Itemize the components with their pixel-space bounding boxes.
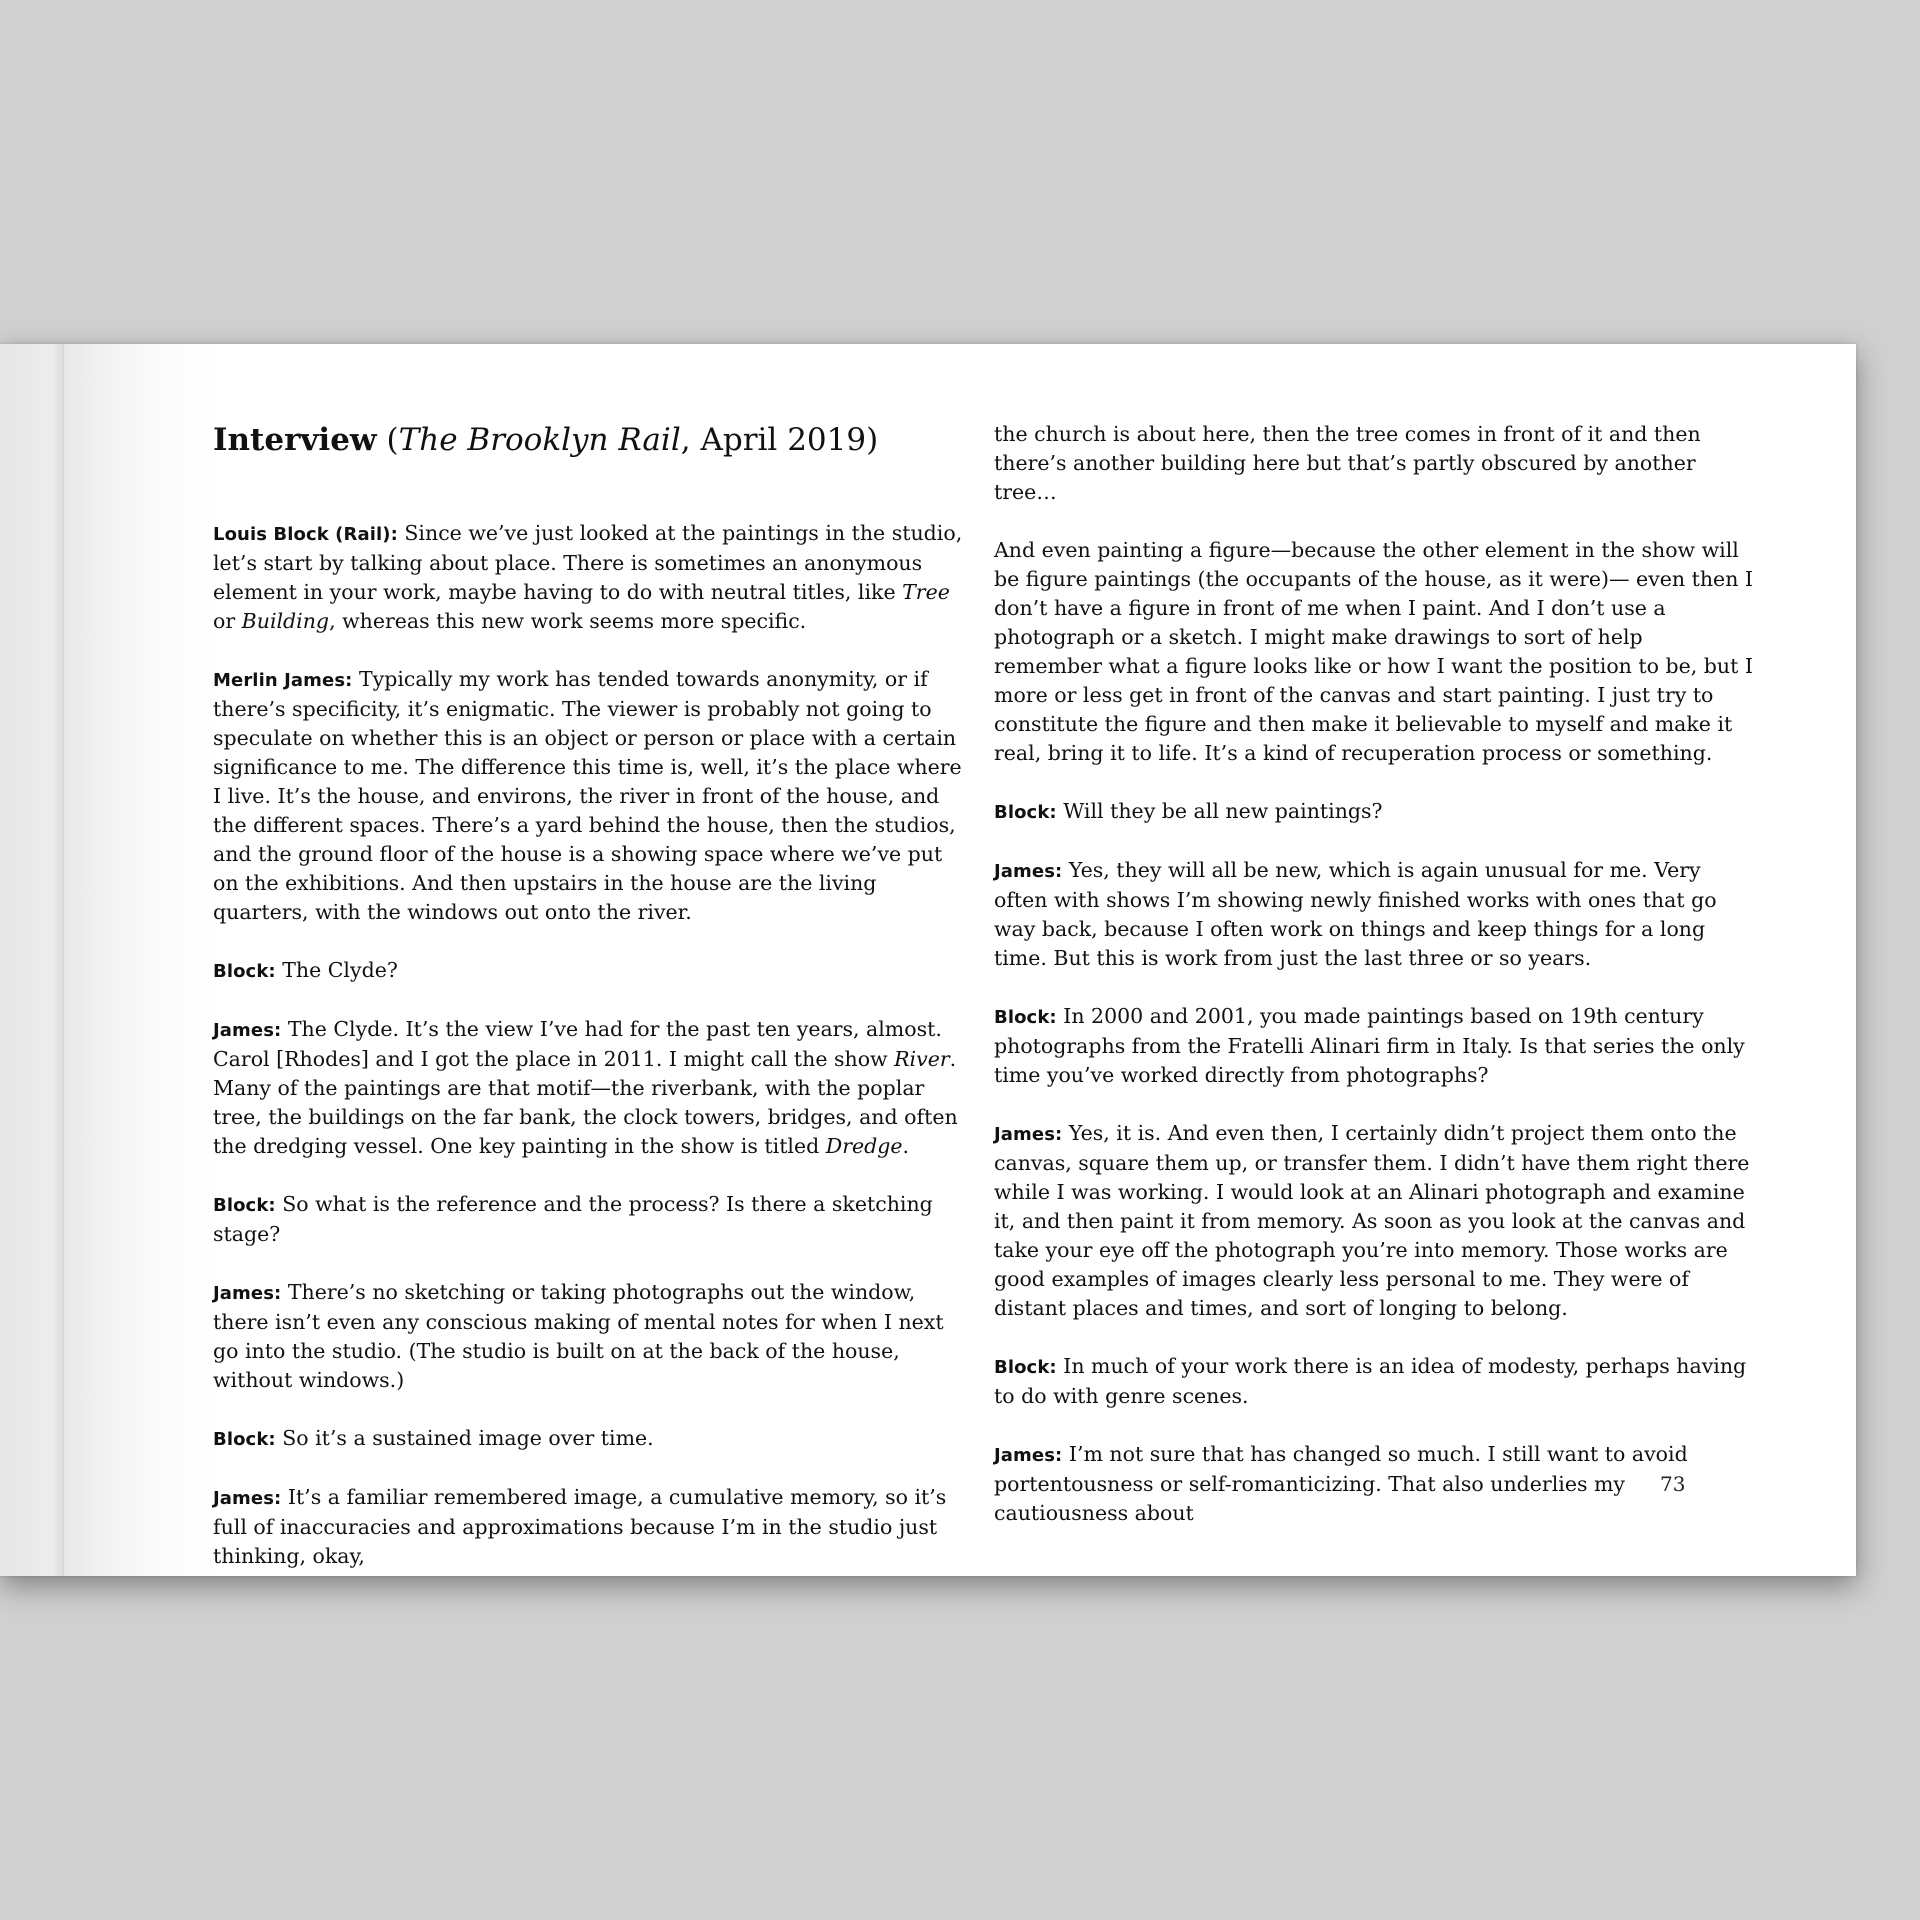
paragraph [213, 1015, 973, 1161]
speaker-label: James: [994, 1124, 1063, 1145]
book-spine-shadow [0, 344, 220, 1576]
paragraph-text: And even painting a figure—because the other element in the show will be figure paintings (the occupants of the house, as it were)— even then I don’t have a figure in front of me when I paint. And I don’t use a photograph or a sketch. I might make drawings to sort of help remember what a figure looks like or how I want the position to be, but I more or less get in front of the canvas and start painting. I just try to constitute the figure and then make it believable to myself and make it real, bring it to life. It’s a kind of recuperation process or something. [994, 538, 1754, 765]
speaker-label: Block: [213, 961, 276, 982]
speaker-label: Block: [994, 1007, 1057, 1028]
spine-fold-line [62, 344, 64, 1576]
paragraph [213, 519, 973, 636]
paragraph-text: Yes, they will all be new, which is again unusual for me. Very often with shows I’m showing newly finished works with ones that go way back, because I often work on things and keep things for a long time. But this is work from just the last three or so years. [994, 858, 1717, 970]
title-date: , April 2019) [680, 422, 879, 458]
speaker-label: James: [994, 1445, 1063, 1466]
paragraph-text: or [213, 609, 242, 633]
paragraph [994, 536, 1754, 768]
speaker-label: Block: [994, 1357, 1057, 1378]
paragraph-text: The Clyde? [275, 958, 398, 982]
paragraph-text: Typically my work has tended towards anonymity, or if there’s specificity, it’s enigmatic. The viewer is probably not going to speculate on whether this is an object or person or place with a certain significance to me. The difference this time is, well, it’s the place where I live. It’s the house, and environs, the river in front of the house, and the different spaces. There’s a yard behind the house, then the studios, and the ground floor of the house is a showing space where we’ve put on the exhibitions. And then upstairs in the house are the living quarters, with the windows out onto the river. [213, 667, 962, 924]
paragraph-text: The Clyde. It’s the view I’ve had for the past ten years, almost. Carol [Rhodes] and I got the place in 2011. I might call the show [213, 1017, 942, 1071]
paragraph-text: . [902, 1134, 910, 1158]
title-publication: The Brooklyn Rail [398, 422, 681, 458]
paragraph-text: , whereas this new work seems more specific. [329, 609, 807, 633]
paragraph [994, 1002, 1754, 1090]
paragraph [994, 856, 1754, 973]
paragraph-text: Since we’ve just looked at the paintings in the studio, let’s start by talking about place. There is sometimes an anonymous element in your work, maybe having to do with neutral titles, like [213, 521, 963, 604]
paragraph [213, 1483, 973, 1571]
title-bold: Interview [213, 422, 377, 458]
title-open-paren: ( [376, 422, 399, 458]
paragraph [213, 1424, 973, 1454]
book-page [0, 344, 1856, 1576]
paragraph-text: Yes, it is. And even then, I certainly didn’t project them onto the canvas, square them up, or transfer them. I didn’t have them right there while I was working. I would look at an Alinari photograph and examine it, and then paint it from memory. As soon as you look at the canvas and take your eye off the photograph you’re into memory. Those works are good examples of images clearly less personal to me. They were of distant places and times, and sort of longing to belong. [994, 1121, 1750, 1320]
italic-title: Building [241, 609, 330, 633]
speaker-label: James: [213, 1020, 282, 1041]
paragraph [213, 956, 973, 986]
paragraph [213, 1190, 973, 1249]
paragraph [994, 797, 1754, 827]
speaker-label: James: [994, 861, 1063, 882]
speaker-label: Block: [213, 1195, 276, 1216]
paragraph-text: There’s no sketching or taking photographs out the window, there isn’t even any conscious making of mental notes for when I next go into the studio. (The studio is built on at the back of the house, without windows.) [213, 1280, 944, 1392]
page-number: 73 [1660, 1472, 1686, 1496]
paragraph-text: It’s a familiar remembered image, a cumulative memory, so it’s full of inaccuracies and approximations because I’m in the studio just thinking, okay, [213, 1485, 947, 1568]
italic-title: Dredge [825, 1134, 903, 1158]
page-title [213, 420, 973, 460]
speaker-label: Merlin James: [213, 670, 353, 691]
paragraph-text: Will they be all new paintings? [1056, 799, 1383, 823]
paragraph-text: the church is about here, then the tree comes in front of it and then there’s another building here but that’s partly obscured by another tree… [994, 422, 1701, 504]
paragraph [994, 1352, 1754, 1411]
paragraph-text: I’m not sure that has changed so much. I still want to avoid portentousness or self-romanticizing. That also underlies my cautiousness about [994, 1442, 1688, 1525]
paragraph [994, 420, 1754, 507]
paragraph-text: In 2000 and 2001, you made paintings based on 19th century photographs from the Fratelli Alinari firm in Italy. Is that series the only time you’ve worked directly from photographs? [994, 1004, 1745, 1087]
italic-title: Tree [902, 580, 950, 604]
left-column [213, 420, 973, 1600]
paragraph [213, 665, 973, 927]
paragraph-text: So it’s a sustained image over time. [275, 1426, 654, 1450]
speaker-label: James: [213, 1283, 282, 1304]
speaker-label: James: [213, 1488, 282, 1509]
right-column [994, 420, 1754, 1557]
paragraph-text: So what is the reference and the process? Is there a sketching stage? [213, 1192, 933, 1246]
speaker-label: Block: [213, 1429, 276, 1450]
italic-title: River [894, 1047, 950, 1071]
speaker-label: Block: [994, 802, 1057, 823]
paragraph [994, 1119, 1754, 1323]
paragraph [994, 1440, 1754, 1528]
paragraph-text: In much of your work there is an idea of modesty, perhaps having to do with genre scenes. [994, 1354, 1747, 1408]
paragraph [213, 1278, 973, 1395]
paragraph-text: . Many of the paintings are that motif—the riverbank, with the poplar tree, the buildings on the far bank, the clock towers, bridges, and often the dredging vessel. One key painting in the show is titled [213, 1047, 958, 1158]
speaker-label: Louis Block (Rail): [213, 524, 398, 545]
